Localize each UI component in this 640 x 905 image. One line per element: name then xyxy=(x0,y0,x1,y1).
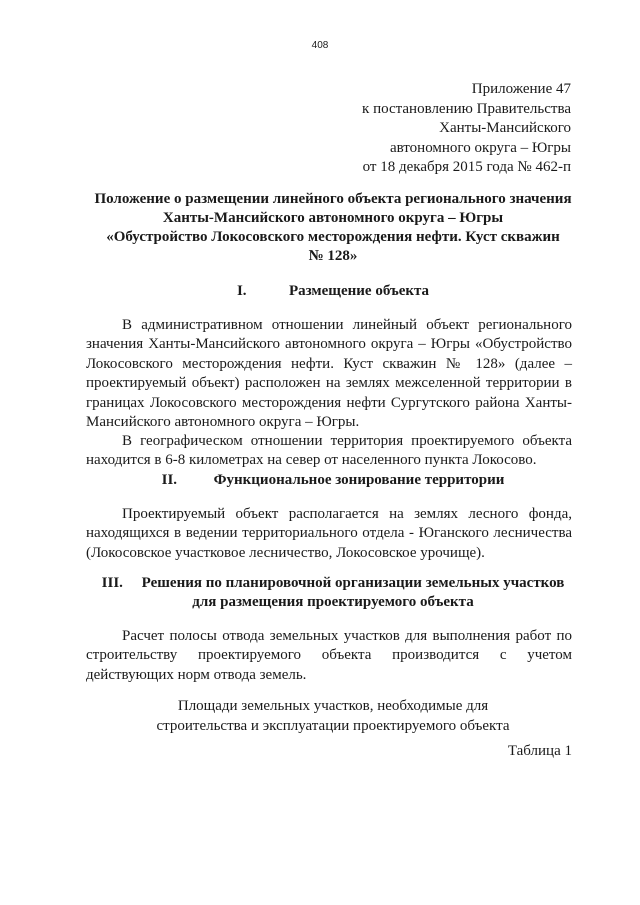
text-line: Расчет полосы отвода земельных участков для выполнения работ по xyxy=(122,628,572,644)
section-1-heading xyxy=(80,282,586,301)
title-line: «Обустройство Локосовского месторождения нефти. Куст скважин xyxy=(106,229,560,245)
text-line: проектируемый объект) расположен на землях межселенной территории в xyxy=(86,375,572,392)
table-label: Таблица 1 xyxy=(507,743,572,759)
title-line: Ханты-Мансийского автономного округа – Югры xyxy=(162,210,504,226)
text-line: Локосовского месторождения нефти. Куст скважин № 128» (далее – xyxy=(86,355,572,372)
caption-line: Площади земельных участков, необходимые для xyxy=(177,698,489,714)
appendix-line: Приложение 47 xyxy=(471,81,571,97)
text-line: действующих норм отвода земель. xyxy=(86,666,307,683)
text-line: Проектируемый объект располагается на землях лесного фонда, xyxy=(122,506,572,522)
text-line: границах Локосовского месторождения нефти Сургутского района Ханты- xyxy=(86,394,572,411)
text-line: Мансийского автономного округа – Югры. xyxy=(86,414,360,431)
appendix-line: Ханты-Мансийского xyxy=(439,120,571,137)
text-line: В географическом отношении территория проектируемого объекта xyxy=(122,433,572,449)
text-line: строительству проектируемого объекта производится с учетом xyxy=(86,647,572,664)
caption-line: строительства и эксплуатации проектируемого объекта xyxy=(156,717,510,734)
section-2-heading xyxy=(80,471,586,490)
table-caption xyxy=(80,697,586,736)
section-number: II. xyxy=(161,472,178,488)
section-title: для размещения проектируемого объекта xyxy=(192,594,474,610)
title-line: Положение о размещении линейного объекта регионального значения xyxy=(94,191,572,207)
appendix-line: от 18 декабря 2015 года № 462-п xyxy=(362,159,571,176)
section-number: I. xyxy=(236,283,247,299)
appendix-line: автономного округа – Югры xyxy=(389,139,571,156)
section-2-paragraph-1 xyxy=(86,505,572,563)
text-line: находящихся в ведении территориального отдела - Юганского лесничества xyxy=(86,525,572,542)
appendix-block xyxy=(362,80,571,178)
text-line: (Локосовское участковое лесничество, Локосовское урочище). xyxy=(86,544,485,561)
appendix-line: к постановлению Правительства xyxy=(362,100,571,117)
text-line: значения Ханты-Мансийского автономного округа – Югры «Обустройство xyxy=(86,336,572,353)
title-line: № 128» xyxy=(308,248,358,264)
document-title xyxy=(80,190,586,266)
section-3-paragraph-1 xyxy=(86,627,572,685)
text-line: находится в 6-8 километрах на север от населенного пункта Локосово. xyxy=(86,452,537,469)
section-1-paragraph-1 xyxy=(86,316,572,432)
text-line: В административном отношении линейный объект регионального xyxy=(122,317,572,333)
section-title: Решения по планировочной организации земельных участков xyxy=(141,575,565,591)
section-number: III. xyxy=(101,575,123,591)
section-title: Размещение объекта xyxy=(288,283,430,299)
section-1-paragraph-2 xyxy=(86,432,572,471)
section-3-heading xyxy=(80,574,586,612)
section-title: Функциональное зонирование территории xyxy=(213,472,505,488)
page-number: 408 xyxy=(311,40,329,51)
